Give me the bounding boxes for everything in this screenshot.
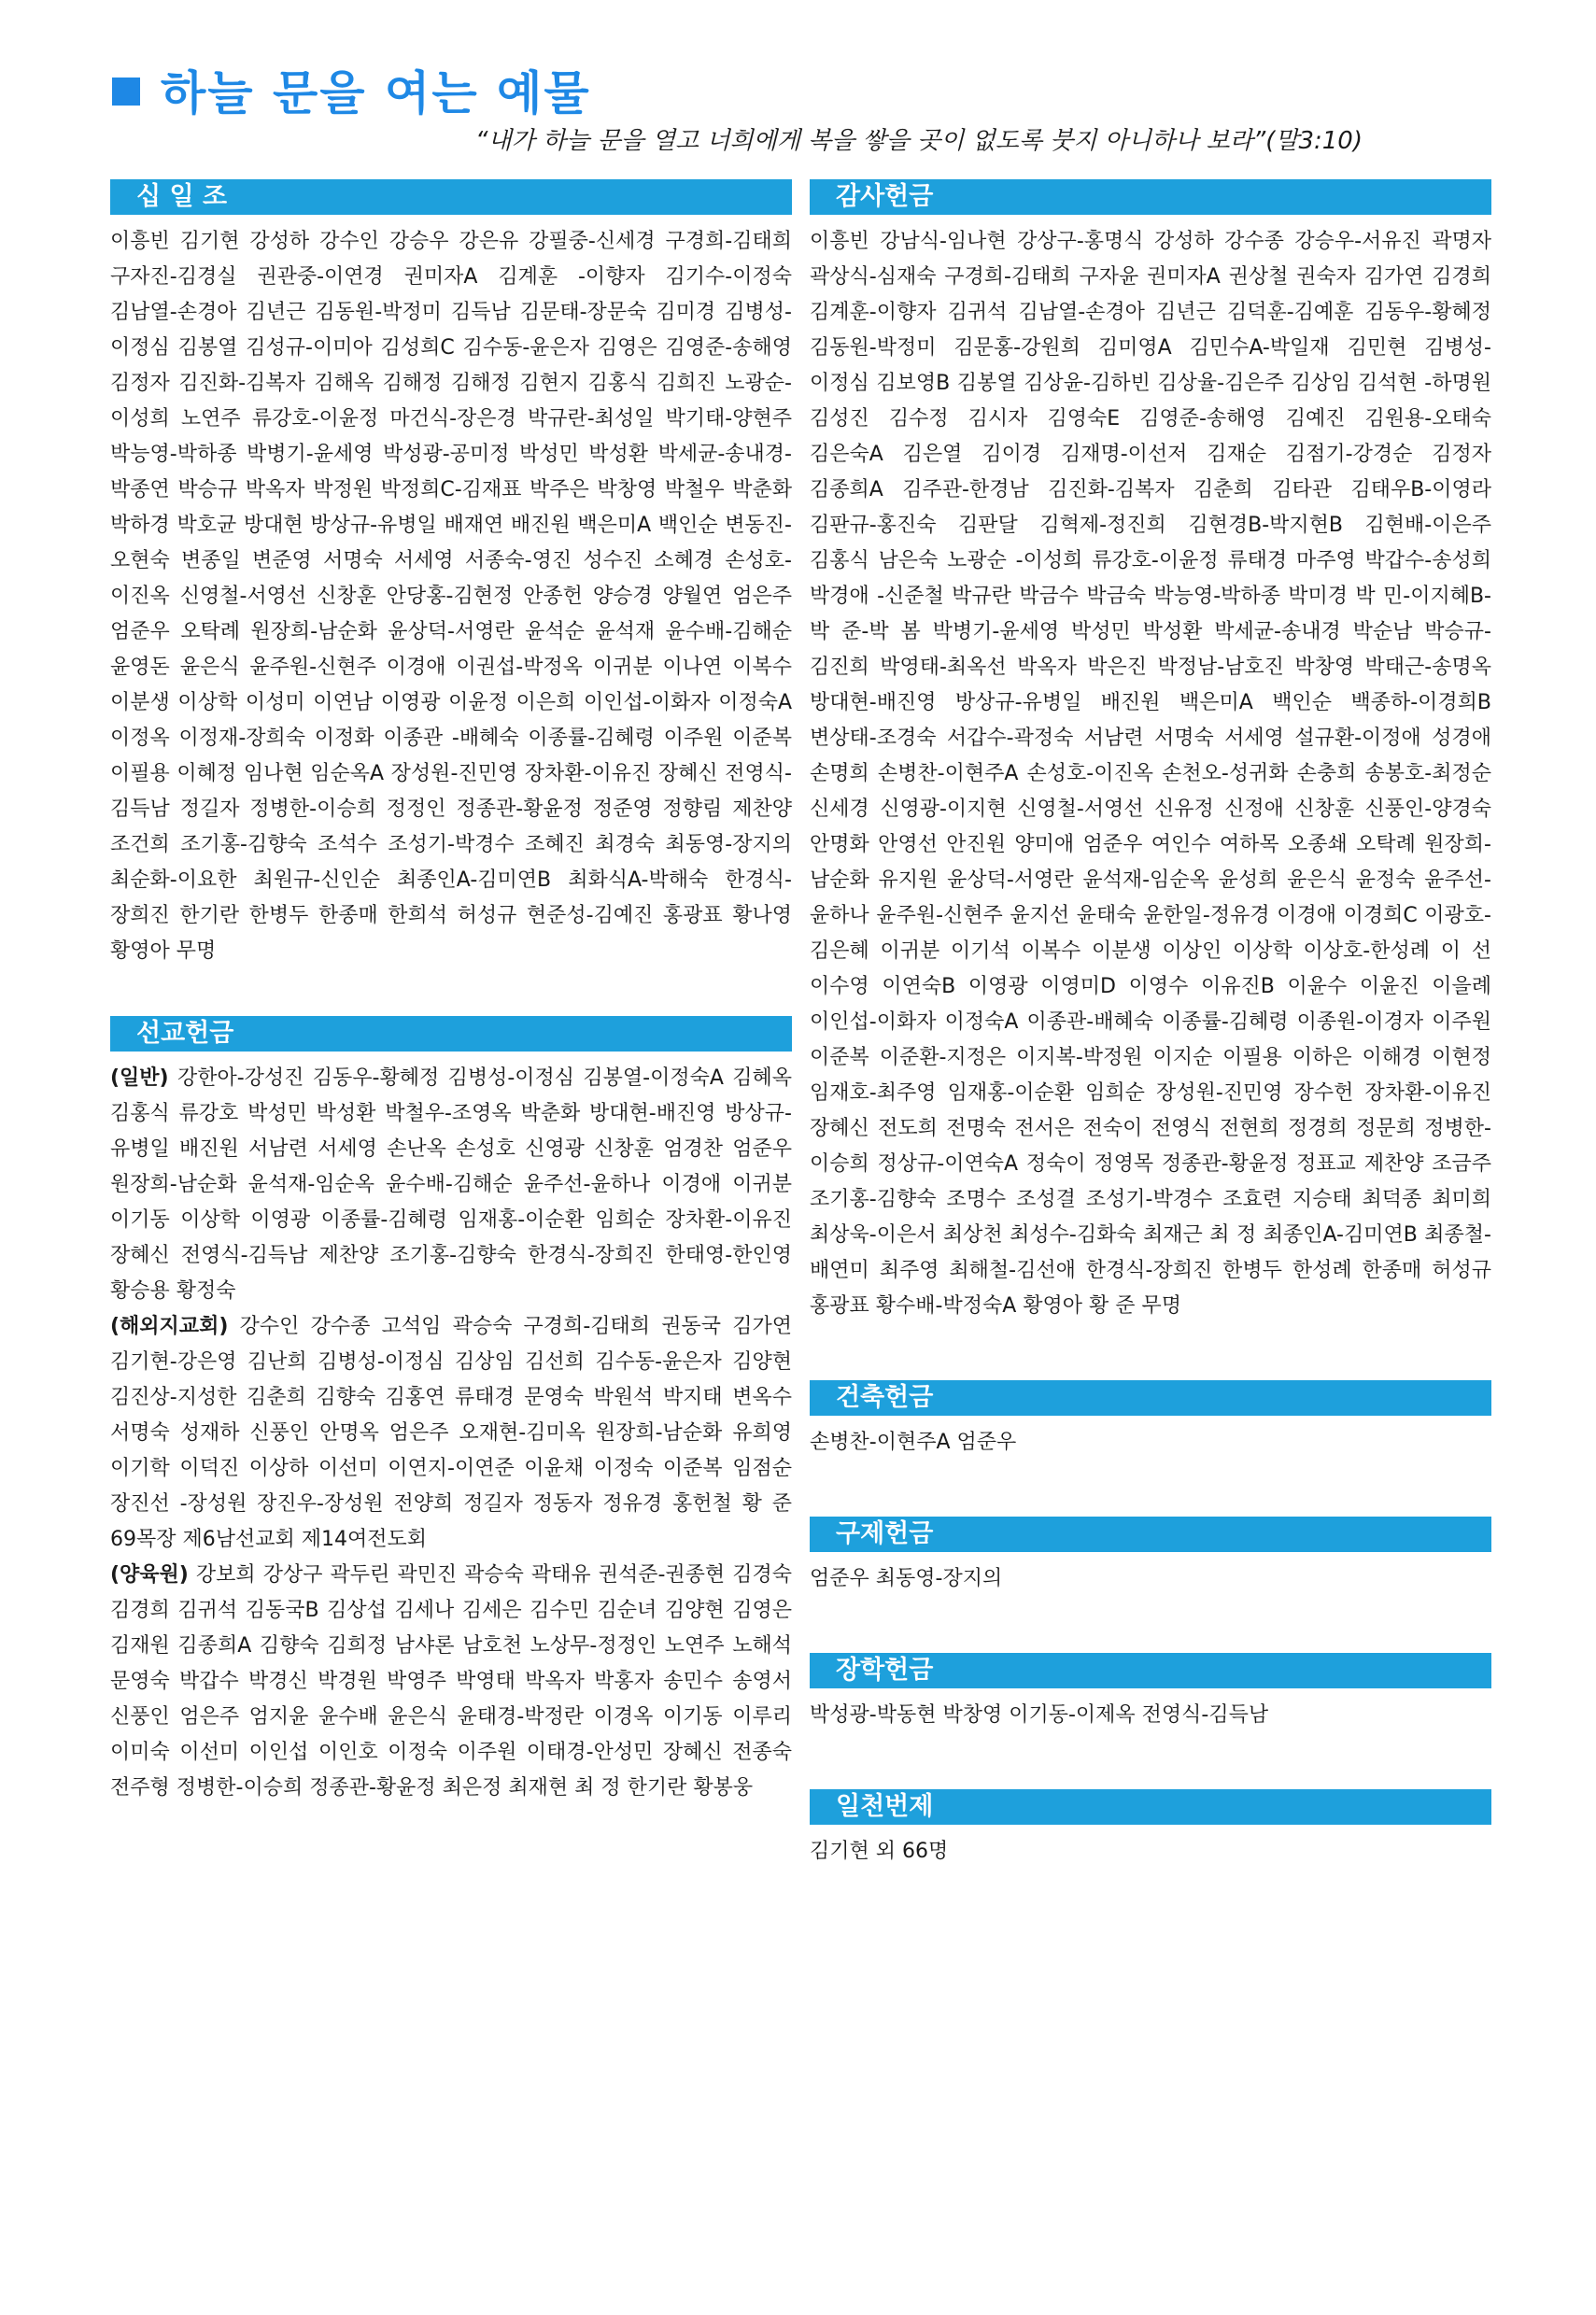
right-column [810, 179, 1491, 1870]
section-header-tithe: 십 일 조 [110, 179, 792, 215]
thanks-name-list: 이흥빈 강남식-임나현 강상구-홍명식 강성하 강수종 강승우-서유진 곽명자 곽상식-심재숙 구경희-김태희 구자윤 권미자A 권상철 권숙자 김가연 김경희 김계훈-이향자 김귀석 김남열-손경아 김년근 김덕훈-김예훈 김동우-황혜정 김동원-박정미 김문홍-강원희 김미영A 김민수A-박일재 김민현 김병성-이정심 김보영B 김봉열 김상윤-김하빈 김상율-김은주 김상임 김석현 -하명원 김성진 김수정 김시자 김영숙E 김영준-송해영 김예진 김원용-오태숙 김은숙A 김은열 김이경 김재명-이선저 김재순 김점기-강경순 김정자 김종희A 김주관-한경남 김진화-김복자 김춘희 김타관 김태우B-이영라 김판규-홍진숙 김판달 김혁제-정진희 김현경B-박지현B 김현배-이은주 김홍식 남은숙 노광순 -이성희 류강호-이윤정 류태경 마주영 박갑수-송성희 박경애 -신준철 박규란 박금수 박금숙 박능영-박하종 박미경 박 민-이지혜B-박 준-박 봄 박병기-윤세영 박성민 박성환 박세균-송내경 박순남 박승규-김진희 박영태-최옥선 박옥자 박은진 박정남-남호진 박창영 박태근-송명옥 방대현-배진영 방상규-유병일 배진원 백은미A 백인순 백종하-이경희B 변상태-조경숙 서갑수-곽정숙 서남련 서명숙 서세영 설규환-이정애 성경애 손명희 손병찬-이현주A 손성호-이진옥 손천오-성귀화 손충희 송봉호-최정순 신세경 신영광-이지현 신영철-서영선 신유정 신정애 신창훈 신풍인-양경숙 안명화 안영선 안진원 양미애 엄준우 여인수 여하목 오종쇄 오탁례 원장희-남순화 유지원 윤상덕-서영란 윤석재-임순옥 윤성희 윤은식 윤정숙 윤주선-윤하나 윤주원-신현주 윤지선 윤태숙 윤한일-정유경 이경애 이경희C 이광호-김은혜 이귀분 이기석 이복수 이분생 이상인 이상학 이상호-한성례 이 선 이수영 이연숙B 이영광 이영미D 이영수 이유진B 이윤수 이윤진 이을례 이인섭-이화자 이정숙A 이종관-배혜숙 이종률-김혜령 이종원-이경자 이주원 이준복 이준환-지정은 이지복-박정원 이지순 이필용 이하은 이해경 이현정 임재호-최주영 임재홍-이순환 임희순 장성원-진민영 장수헌 장차환-이유진 장혜신 전도희 전명숙 전서은 전숙이 전영식 전현희 정경희 정문희 정병한-이승희 정상규-이연숙A 정숙이 정영목 정종관-황윤정 정표교 제찬양 조금주 조기홍-김향숙 조명수 조성결 조성기-박경수 조효련 지승태 최덕종 최미희 최상욱-이은서 최상천 최성수-김화숙 최재근 최 정 최종인A-김미연B 최종철-배연미 최주영 최해철-김선애 한경식-장희진 한병두 한성례 한종매 허성규 홍광표 황수배-박정숙A 황영아 황 준 무명 [810, 230, 1491, 1318]
relief-name-list: 엄준우 최동영-장지의 [810, 1567, 1003, 1590]
section-header-building: 건축헌금 [810, 1380, 1491, 1416]
section-header-thousandth: 일천번제 [810, 1789, 1491, 1825]
mission-group-names: 강수인 강수종 고석임 곽승숙 구경희-김태희 권동국 김가연 김기현-강은영 김난희 김병성-이정심 김상임 김선희 김수동-윤은자 김양현 김진상-지성한 김춘희 김향숙 김홍연 류태경 문영숙 박원석 박지태 변옥수 서명숙 성재하 신풍인 안명옥 엄은주 오재현-김미옥 원장희-남순화 유희영 이기학 이덕진 이상하 이선미 이연지-이연준 이윤채 이정숙 이준복 임점순 장진선 -장성원 장진우-장성원 전양희 정길자 정동자 정유경 홍헌철 황 준 69목장 제6남선교회 제14여전도회 [110, 1315, 792, 1551]
mission-group-label: (양육원) [110, 1563, 189, 1587]
section-spacer [810, 1461, 1491, 1517]
square-bullet-icon [112, 78, 140, 106]
mission-group-names: 강한아-강성진 김동우-황혜정 김병성-이정심 김봉열-이정숙A 김혜옥 김홍식 류강호 박성민 박성환 박철우-조영옥 박춘화 방대현-배진영 방상규-유병일 배진원 서남련 서세영 손난옥 손성호 신영광 신창훈 엄경찬 엄준우 원장희-남순화 윤석재-임순옥 윤수배-김해순 윤주선-윤하나 이경애 이귀분 이기동 이상학 이영광 이종률-김혜령 임재홍-이순환 임희순 장차환-이유진 장혜신 전영식-김득남 제찬양 조기홍-김향숙 한경식-장희진 한태영-한인영 황승용 황정숙 [110, 1066, 792, 1303]
section-header-relief: 구제헌금 [810, 1517, 1491, 1552]
mission-group-label: (일반) [110, 1066, 169, 1090]
section-spacer [810, 1597, 1491, 1653]
left-column [110, 179, 792, 1806]
scholarship-name-list: 박성광-박동현 박창영 이기동-이제옥 전영식-김득남 [810, 1703, 1269, 1727]
section-header-scholarship: 장학헌금 [810, 1653, 1491, 1688]
section-spacer [110, 969, 792, 1016]
section-header-mission: 선교헌금 [110, 1016, 792, 1052]
mission-group-label: (해외지교회) [110, 1315, 229, 1338]
page-title-text: 하늘 문을 여는 예물 [161, 66, 591, 120]
mission-overseas-list [110, 1309, 792, 1558]
tithe-name-list: 이흥빈 김기현 강성하 강수인 강승우 강은유 강필중-신세경 구경희-김태희 구자진-김경실 권관중-이연경 권미자A 김계훈 -이향자 김기수-이정숙 김남열-손경아 김년근 김동원-박정미 김득남 김문태-장문숙 김미경 김병성-이정심 김봉열 김성규-이미아 김성희C 김수동-윤은자 김영은 김영준-송해영 김정자 김진화-김복자 김해옥 김해정 김해정 김현지 김홍식 김희진 노광순-이성희 노연주 류강호-이윤정 마건식-장은경 박규란-최성일 박기태-양현주 박능영-박하종 박병기-윤세영 박성광-공미정 박성민 박성환 박세균-송내경-박종연 박승규 박옥자 박정원 박정희C-김재표 박주은 박창영 박철우 박춘화 박하경 박호균 방대현 방상규-유병일 배재연 배진원 백은미A 백인순 변동진-오현숙 변종일 변준영 서명숙 서세영 서종숙-영진 성수진 소혜경 손성호-이진옥 신영철-서영선 신창훈 안당홍-김현정 안종헌 양승경 양월연 엄은주 엄준우 오탁례 원장희-남순화 윤상덕-서영란 윤석순 윤석재 윤수배-김해순 윤영돈 윤은식 윤주원-신현주 이경애 이권섭-박정옥 이귀분 이나연 이복수 이분생 이상학 이성미 이연남 이영광 이윤정 이은희 이인섭-이화자 이정숙A 이정옥 이정재-장희숙 이정화 이종관 -배혜숙 이종률-김혜령 이주원 이준복 이필용 이혜정 임나현 임순옥A 장성원-진민영 장차환-이유진 장혜신 전영식-김득남 정길자 정병한-이승희 정정인 정종관-황윤정 정준영 정향림 제찬양 조건희 조기홍-김향숙 조석수 조성기-박경수 조혜진 최경숙 최동영-장지의 최순화-이요한 최원규-신인순 최종인A-김미연B 최화식A-박해숙 한경식-장희진 한기란 한병두 한종매 한희석 허성규 현준성-김예진 홍광표 황나영 황영아 무명 [110, 230, 792, 963]
mission-general-list [110, 1061, 792, 1309]
mission-group-names: 강보희 강상구 곽두린 곽민진 곽승숙 곽태유 권석준-권종현 김경숙 김경희 김귀석 김동국B 김상섭 김세나 김세은 김수민 김순녀 김양현 김영은 김재원 김종희A 김향숙 김희정 남샤론 남호천 노상무-정정인 노연주 노해석 문영숙 박갑수 박경신 박경원 박영주 박영태 박옥자 박홍자 송민수 송영서 신풍인 엄은주 엄지윤 윤수배 윤은식 윤태경-박정란 이경옥 이기동 이루리 이미숙 이선미 이인섭 이인호 이정숙 이주원 이태경-안성민 장혜신 전종숙 전주형 정병한-이승희 정종관-황윤정 최은정 최재현 최 정 한기란 황봉웅 [110, 1563, 792, 1800]
page-title [112, 56, 591, 123]
scripture-verse: “내가 하늘 문을 열고 너희에게 복을 쌓을 곳이 없도록 붓지 아니하나 보라”(말3:10) [474, 127, 1363, 155]
thousandth-name-list: 김기현 외 66명 [810, 1840, 949, 1863]
section-spacer [810, 1733, 1491, 1789]
section-spacer [810, 1324, 1491, 1380]
mission-nurture-list [110, 1558, 792, 1806]
building-name-list: 손병찬-이현주A 엄준우 [810, 1431, 1017, 1454]
section-header-thanks: 감사헌금 [810, 179, 1491, 215]
